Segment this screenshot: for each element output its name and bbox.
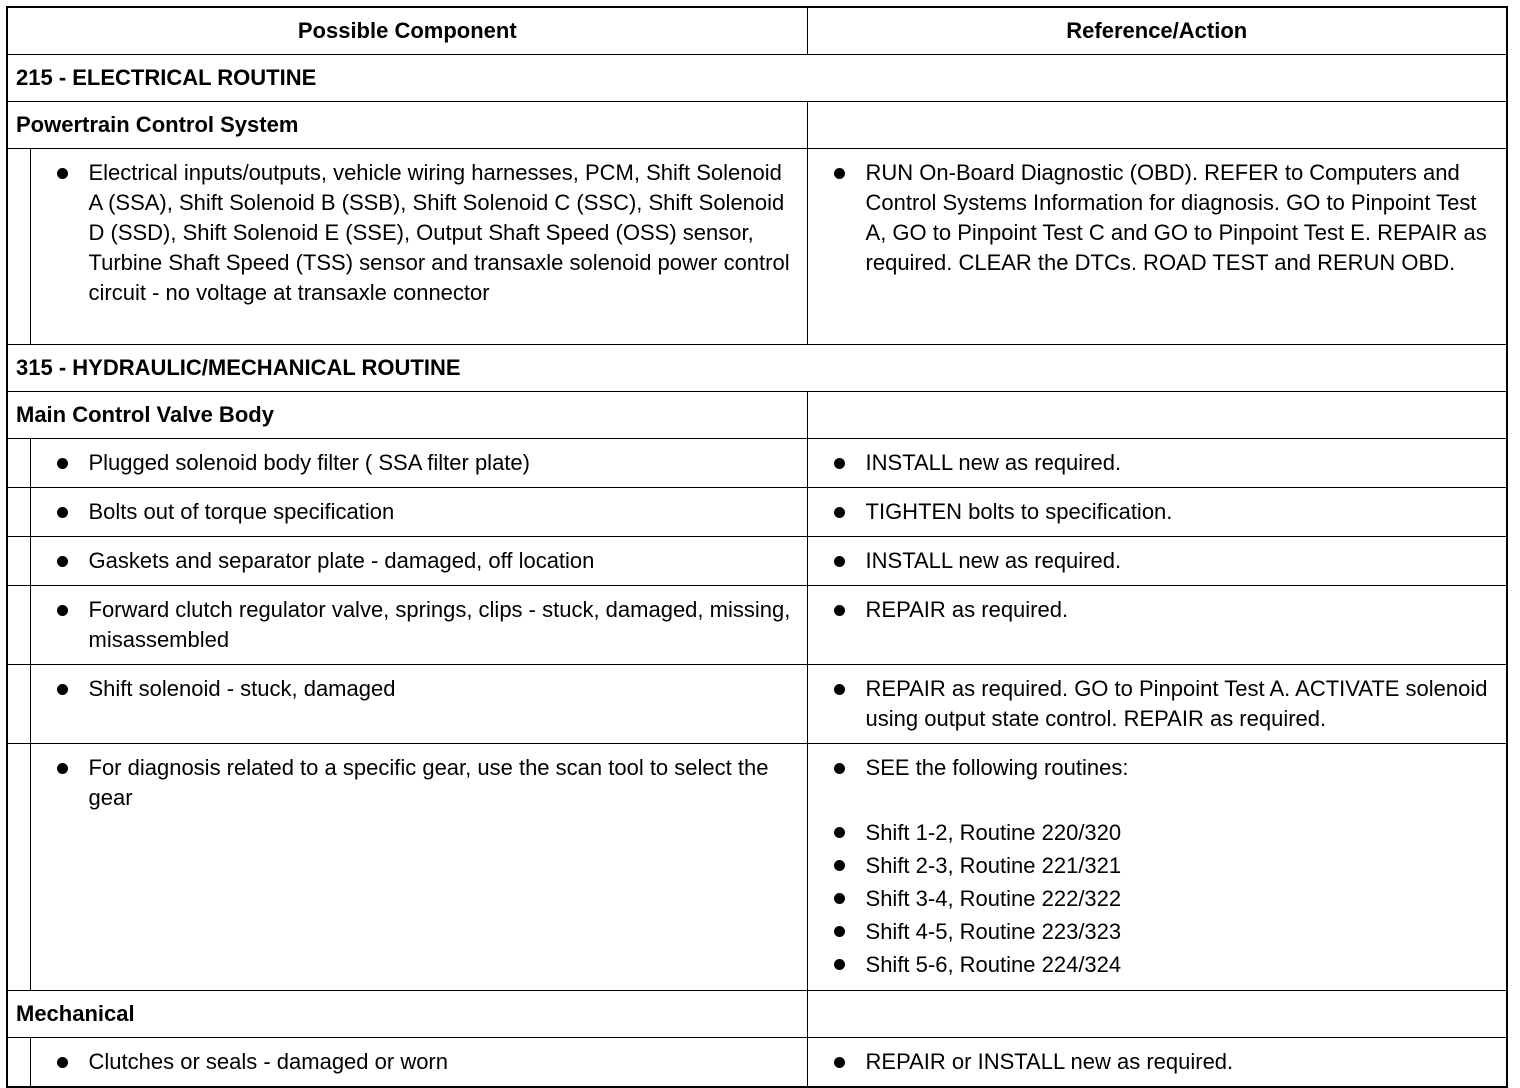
header-reference-action: Reference/Action — [807, 7, 1507, 55]
component-cell — [30, 665, 807, 744]
table-row — [7, 537, 1507, 586]
indent-cell — [7, 744, 30, 991]
group-title-main-control-valve: Main Control Valve Body — [7, 392, 807, 439]
routine-list — [808, 816, 1507, 990]
component-cell — [30, 149, 807, 345]
action-cell — [807, 586, 1507, 665]
component-cell — [30, 744, 807, 991]
action-cell — [807, 537, 1507, 586]
diagnosis-table — [6, 6, 1508, 1088]
component-text: Gaskets and separator plate - damaged, off location — [31, 546, 793, 576]
action-cell — [807, 488, 1507, 537]
component-cell — [30, 488, 807, 537]
group-empty-cell — [807, 102, 1507, 149]
header-row — [7, 7, 1507, 55]
component-text: Forward clutch regulator valve, springs, clips - stuck, damaged, missing, misassembled — [31, 595, 793, 655]
action-cell — [807, 665, 1507, 744]
component-text: Clutches or seals - damaged or worn — [31, 1047, 793, 1077]
action-cell — [807, 439, 1507, 488]
group-title-mechanical: Mechanical — [7, 991, 807, 1038]
group-row — [7, 102, 1507, 149]
section-title-electrical: 215 - ELECTRICAL ROUTINE — [7, 55, 1507, 102]
action-text: REPAIR as required. GO to Pinpoint Test A. ACTIVATE solenoid using output state control. REPAIR as required. — [808, 674, 1497, 734]
component-text: For diagnosis related to a specific gear, use the scan tool to select the gear — [31, 753, 793, 813]
table-row — [7, 586, 1507, 665]
component-text: Plugged solenoid body filter ( SSA filter plate) — [31, 448, 793, 478]
action-text: RUN On-Board Diagnostic (OBD). REFER to Computers and Control Systems Information for diagnosis. GO to Pinpoint Test A, GO to Pinpoint Test C and GO to Pinpoint Test E. REPAIR as required. CLEAR the DTCs. ROAD TEST and RERUN OBD. — [808, 158, 1497, 278]
header-possible-component: Possible Component — [7, 7, 807, 55]
table-row — [7, 665, 1507, 744]
section-row — [7, 55, 1507, 102]
group-row — [7, 991, 1507, 1038]
table-row — [7, 439, 1507, 488]
action-text: INSTALL new as required. — [808, 546, 1497, 576]
action-text: SEE the following routines: — [808, 753, 1497, 783]
action-text: REPAIR or INSTALL new as required. — [808, 1047, 1497, 1077]
action-text: INSTALL new as required. — [808, 448, 1497, 478]
group-empty-cell — [807, 392, 1507, 439]
component-cell — [30, 586, 807, 665]
component-cell — [30, 439, 807, 488]
action-text: TIGHTEN bolts to specification. — [808, 497, 1497, 527]
indent-cell — [7, 439, 30, 488]
table-row — [7, 149, 1507, 345]
group-row — [7, 392, 1507, 439]
routine-item: Shift 5-6, Routine 224/324 — [808, 948, 1497, 981]
table-row — [7, 744, 1507, 991]
group-empty-cell — [807, 991, 1507, 1038]
action-cell — [807, 744, 1507, 991]
section-title-hydraulic: 315 - HYDRAULIC/MECHANICAL ROUTINE — [7, 345, 1507, 392]
indent-cell — [7, 586, 30, 665]
group-title-powertrain: Powertrain Control System — [7, 102, 807, 149]
routine-item: Shift 3-4, Routine 222/322 — [808, 882, 1497, 915]
component-text: Shift solenoid - stuck, damaged — [31, 674, 793, 704]
component-text: Bolts out of torque specification — [31, 497, 793, 527]
section-row — [7, 345, 1507, 392]
routine-item: Shift 2-3, Routine 221/321 — [808, 849, 1497, 882]
action-cell — [807, 149, 1507, 345]
component-text: Electrical inputs/outputs, vehicle wiring harnesses, PCM, Shift Solenoid A (SSA), Shift Solenoid B (SSB), Shift Solenoid C (SSC), Shift Solenoid D (SSD), Shift Solenoid E (SSE), Output Shaft Speed (OSS) sensor, Turbine Shaft Speed (TSS) sensor and transaxle solenoid power control circuit - no voltage at transaxle connector — [31, 158, 793, 308]
action-text: REPAIR as required. — [808, 595, 1497, 625]
indent-cell — [7, 537, 30, 586]
routine-item: Shift 4-5, Routine 223/323 — [808, 915, 1497, 948]
indent-cell — [7, 149, 30, 345]
component-cell — [30, 537, 807, 586]
routine-item: Shift 1-2, Routine 220/320 — [808, 816, 1497, 849]
indent-cell — [7, 488, 30, 537]
indent-cell — [7, 665, 30, 744]
table-row — [7, 488, 1507, 537]
